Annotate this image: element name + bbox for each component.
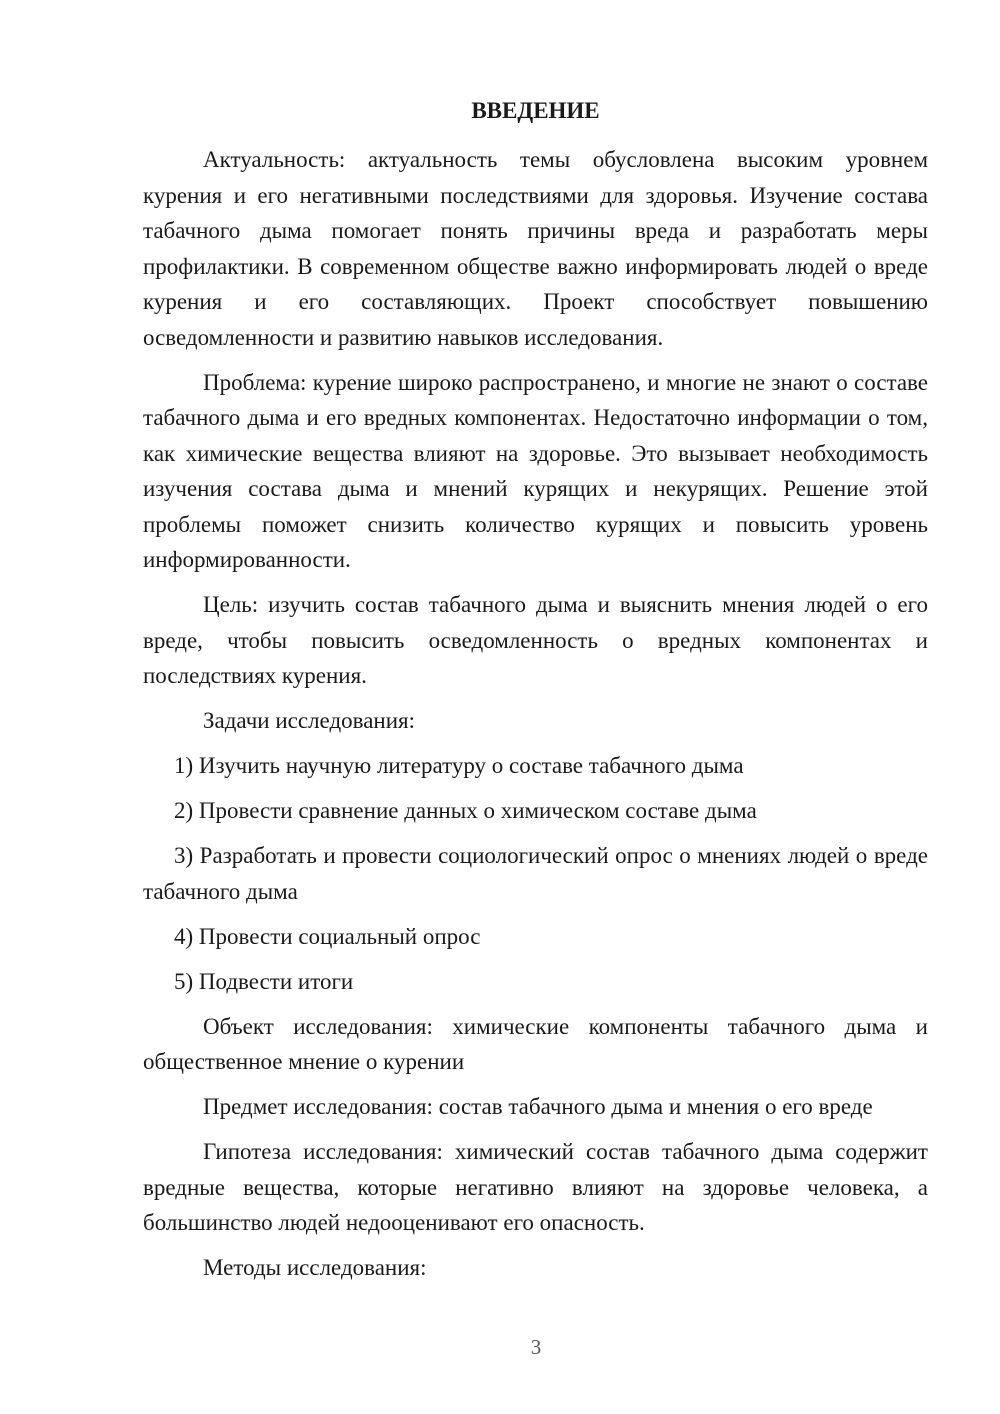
task-item-2: 2) Провести сравнение данных о химическом составе дыма (174, 798, 757, 823)
paragraph-subject: Предмет исследования: состав табачного дыма и мнения о его вреде (203, 1094, 873, 1119)
paragraph-relevance: Актуальность: актуальность темы обусловлена высоким уровнем курения и его негативными последствиями для здоровья. Изучение состава табачного дыма помогает понять причины вреда и разработать меры профилактики. В современном обществе важно информировать людей о вреде курения и его составляющих. Проект способствует повышению осведомленности и развитию навыков исследования. (143, 147, 928, 350)
task-item-4: 4) Провести социальный опрос (174, 923, 481, 949)
paragraph-goal: Цель: изучить состав табачного дыма и выяснить мнения людей о его вреде, чтобы повысить осведомленность о вредных компонентах и последствиях курения. (143, 592, 928, 688)
task-item-1: 1) Изучить научную литературу о составе табачного дыма (174, 753, 744, 778)
page-number: 3 (530, 1335, 542, 1359)
paragraph-hypothesis: Гипотеза исследования: химический состав табачного дыма содержит вредные вещества, которые негативно влияют на здоровье человека, а большинство людей недооценивают его опасность. (143, 1139, 928, 1235)
tasks-heading: Задачи исследования: (203, 708, 416, 733)
paragraph-problem: Проблема: курение широко распространено, и многие не знают о составе табачного дыма и его вредных компонентах. Недостаточно информации о том, как химические вещества влияют на здоровье. Это вызывает необходимость изучения состава дыма и мнений курящих и некурящих. Решение этой проблемы поможет снизить количество курящих и повысить уровень информированности. (143, 369, 928, 572)
paragraph-object: Объект исследования: химические компоненты табачного дыма и общественное мнение о курении (143, 1013, 928, 1074)
task-item-3: 3) Разработать и провести социологический опрос о мнениях людей о вреде табачного дыма (143, 843, 928, 904)
page-title: ВВЕДЕНИЕ (471, 98, 600, 123)
document-body (143, 142, 928, 1295)
task-item-5: 5) Подвести итоги (174, 968, 354, 994)
methods-heading: Методы исследования: (203, 1255, 427, 1280)
